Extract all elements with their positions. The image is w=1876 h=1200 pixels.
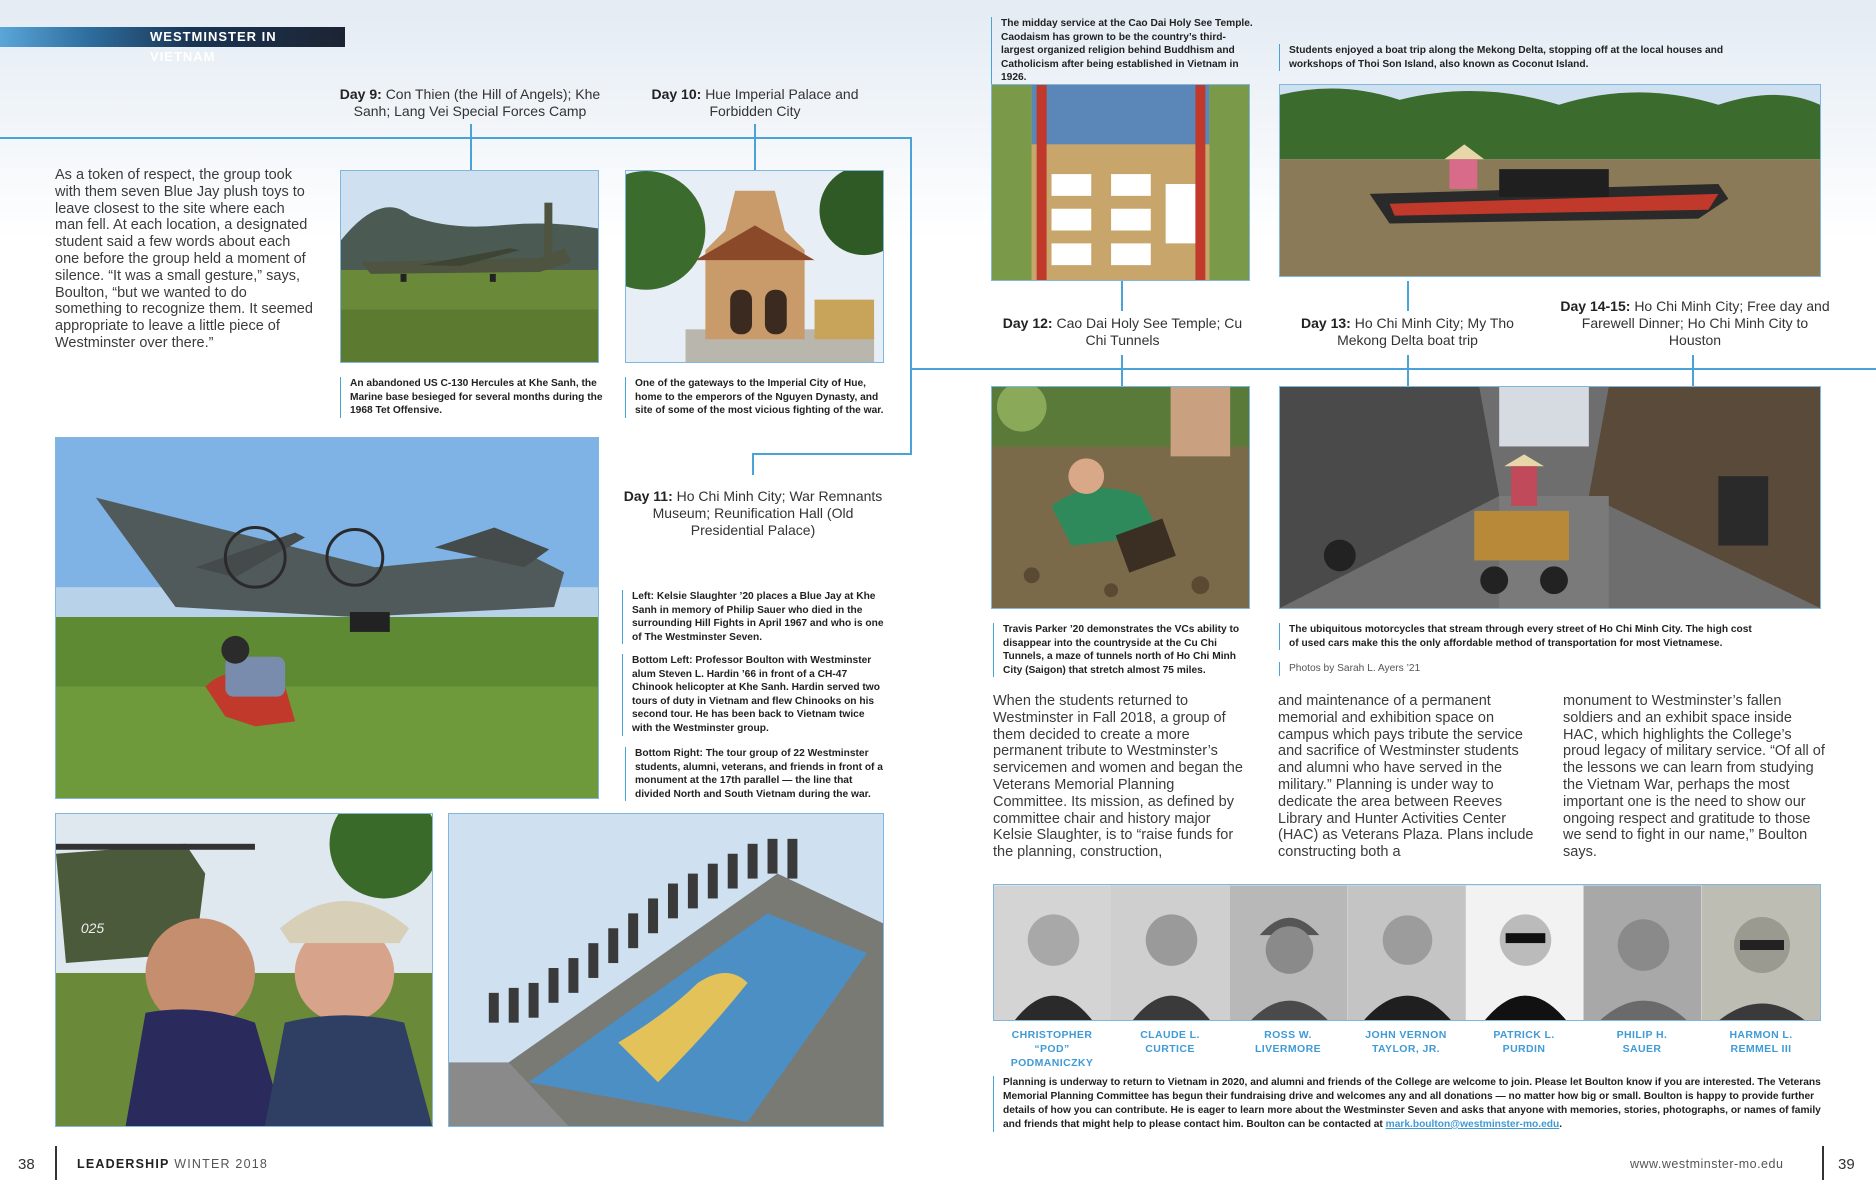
motorcycle-street-photo [1279, 386, 1821, 609]
day-12-label: Day 12: Cao Dai Holy See Temple; Cu Chi Tunnels [1002, 315, 1243, 348]
mekong-boat-photo [1279, 84, 1821, 277]
name-sauer: PHILIP H. SAUER [1616, 1029, 1668, 1055]
timeline-line [1692, 355, 1694, 387]
cu-chi-tunnel-photo [991, 386, 1250, 609]
article-column-3: monument to Westminster’s fallen soldiers and an exhibit space inside HAC, which highlights the College’s proud legacy of military service. “Of all of the lessons we can learn from studying the Vietnam War, perhaps the most important one is the need to show our ongoing respect and gratitude to those we send to fight in our name,” Boulton says. [1563, 693, 1825, 861]
day-10-label: Day 10: Hue Imperial Palace and Forbidden City [651, 86, 859, 119]
closing-paragraph: Planning is underway to return to Vietnam in 2020, and alumni and friends of the College are welcome to join. Please let Boulton know if you are interested. The Veterans Memorial Planning Committee has begun their fundraising drive and welcomes any and all donations — no matter how big or small. Boulton is happy to provide further details of how you can contribute. He is eager to learn more about the Westminster Seven and asks that anyone with memories, stories, photographs, or names of family and friends that might help to please contact him. Boulton can be contacted at mark.boulton@westminster-mo.edu. [993, 1076, 1821, 1132]
timeline-line [1121, 355, 1123, 387]
timeline-line [1407, 355, 1409, 387]
article-column-2: and maintenance of a permanent memorial and exhibition space on campus which pays tribute the service and sacrifice of Westminster students and alumni who have served in the military.” Planning is under way to dedicate the area between Reeves Library and Hunter Activities Center (HAC) as Veterans Plaza. Plans include constructing both a [1278, 693, 1534, 861]
portrait-livermore [1230, 885, 1348, 1021]
timeline-line [470, 124, 472, 170]
timeline-line [0, 137, 912, 139]
cu-chi-caption: Travis Parker ’20 demonstrates the VCs ability to disappear into the countryside at the Cu Chi Tunnels, a maze of tunnels north of Ho Chi Minh City (Saigon) that stretch almost 75 miles. [993, 623, 1258, 677]
right-page-number: 39 [1838, 1156, 1855, 1173]
footer-divider-right [1822, 1146, 1824, 1180]
westminster-seven-portraits [993, 884, 1821, 1021]
day-11-label: Day 11: Ho Chi Minh City; War Remnants Museum; Reunification Hall (Old Presidential Palace) [623, 488, 883, 538]
hue-gate-caption: One of the gateways to the Imperial City of Hue, home to the emperors of the Nguyen Dynasty, and site of some of the most vicious fighting of the war. [625, 377, 890, 418]
name-remmel: HARMON L. REMMEL III [1729, 1029, 1793, 1055]
name-taylor: JOHN VERNON TAYLOR, JR. [1365, 1029, 1447, 1055]
cao-dai-caption: The midday service at the Cao Dai Holy See Temple. Caodaism has grown to be the country’s third-largest organized religion behind Buddhism and Catholicism after being established in Vietnam in 1926. [991, 17, 1256, 85]
khe-sanh-plane-caption: An abandoned US C-130 Hercules at Khe Sanh, the Marine base besieged for several months during the 1968 Tet Offensive. [340, 377, 605, 418]
mekong-caption: Students enjoyed a boat trip along the Mekong Delta, stopping off at the local houses and workshops of Thoi Son Island, also known as Coconut Island. [1279, 44, 1749, 71]
name-curtice: CLAUDE L. CURTICE [1140, 1029, 1200, 1055]
timeline-line [1407, 281, 1409, 311]
svg-text:025: 025 [80, 920, 105, 937]
bottom-right-photo-caption: Bottom Right: The tour group of 22 Westminster students, alumni, veterans, and friends in front of a monument at the 17th parallel — the line that divided North and South Vietnam during the war. [625, 747, 890, 801]
photo-credit: Photos by Sarah L. Ayers ’21 [1279, 662, 1579, 676]
footer-divider-left [55, 1146, 57, 1180]
day-9-label: Day 9: Con Thien (the Hill of Angels); Khe Sanh; Lang Vei Special Forces Camp [339, 86, 601, 119]
timeline-line [754, 124, 756, 170]
tour-group-photo [448, 813, 884, 1127]
section-tag: WESTMINSTER IN VIETNAM [0, 27, 345, 47]
timeline-line [1121, 281, 1123, 311]
timeline-line [910, 137, 912, 455]
name-purdin: PATRICK L. PURDIN [1493, 1029, 1555, 1055]
name-livermore: ROSS W. LIVERMORE [1254, 1029, 1322, 1055]
portrait-podmaniczky [994, 885, 1112, 1021]
portrait-remmel [1702, 885, 1821, 1021]
publication-name: LEADERSHIP WINTER 2018 [77, 1157, 269, 1171]
timeline-line [752, 453, 754, 475]
portrait-taylor [1348, 885, 1466, 1021]
hue-gate-photo [625, 170, 884, 363]
portrait-curtice [1112, 885, 1230, 1021]
website-url: www.westminster-mo.edu [1630, 1157, 1784, 1171]
portrait-sauer [1584, 885, 1702, 1021]
article-column-1: When the students returned to Westminster in Fall 2018, a group of them decided to create a more permanent tribute to Westminster’s servicemen and women and began the Veterans Memorial Planning Committee. Its mission, as defined by committee chair and history major Kelsie Slaughter, is to “raise funds for the planning, construction, [993, 693, 1243, 861]
day-13-label: Day 13: Ho Chi Minh City; My Tho Mekong Delta boat trip [1301, 315, 1514, 348]
timeline-line [752, 453, 912, 455]
left-page-number: 38 [18, 1156, 35, 1173]
cao-dai-temple-photo [991, 84, 1250, 281]
khe-sanh-blue-jay-photo [55, 437, 599, 799]
intro-paragraph: As a token of respect, the group took with them seven Blue Jay plush toys to leave closest to the site where each man fell. At each location, a designated student said a few words about each one before the group held a moment of silence. “It was a small gesture,” says, Boulton, “but we wanted to do something to recognize them. It seemed appropriate to leave a little piece of Westminster over there.” [55, 167, 313, 351]
khe-sanh-plane-photo [340, 170, 599, 363]
left-photo-caption: Left: Kelsie Slaughter ’20 places a Blue Jay at Khe Sanh in memory of Philip Sauer who died in the surrounding Hill Fights in April 1967 and who is one of The Westminster Seven. [622, 590, 887, 644]
bottom-left-photo-caption: Bottom Left: Professor Boulton with Westminster alum Steven L. Hardin ’66 in front of a CH-47 Chinook helicopter at Khe Sanh. Hardin served two tours of duty in Vietnam and flew Chinooks on his second tour. He has been back to Vietnam twice with the Westminster group. [622, 654, 887, 736]
day-14-15-label: Day 14-15: Ho Chi Minh City; Free day and Farewell Dinner; Ho Chi Minh City to Houston [1560, 298, 1830, 348]
motorcycles-caption: The ubiquitous motorcycles that stream through every street of Ho Chi Minh City. The high cost of used cars make this the only affordable method of transportation for most Vietnamese. [1279, 623, 1759, 650]
name-podmaniczky: CHRISTOPHER “POD” PODMANICZKY [1010, 1029, 1094, 1069]
portrait-purdin [1466, 885, 1584, 1021]
boulton-email-link[interactable]: mark.boulton@westminster-mo.edu [1385, 1118, 1560, 1130]
chinook-selfie-photo [55, 813, 433, 1127]
timeline-line [910, 368, 1876, 370]
